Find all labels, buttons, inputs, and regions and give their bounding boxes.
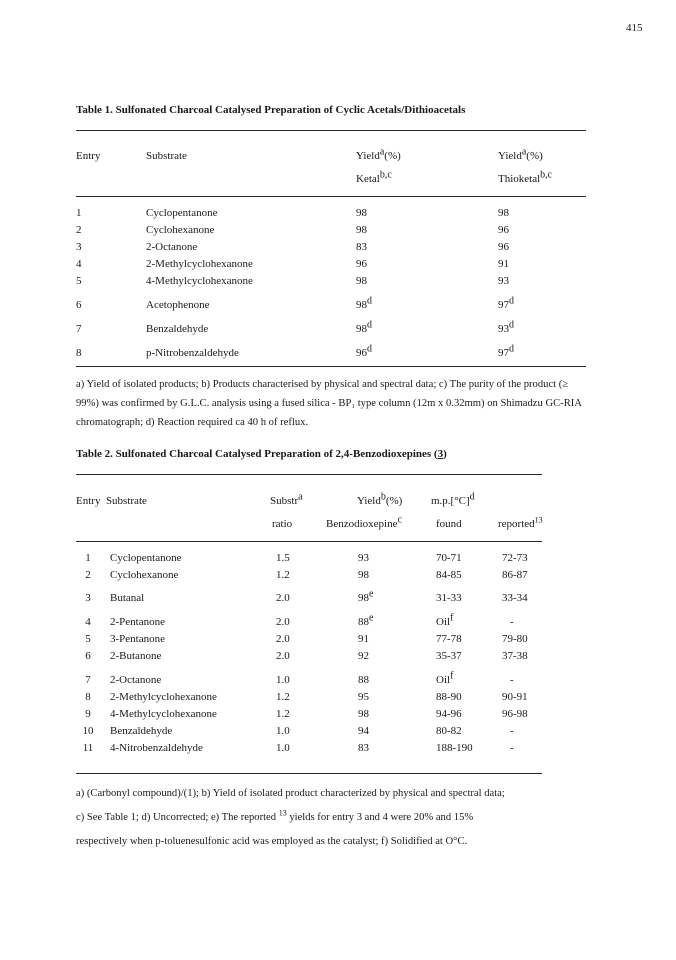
table2-cell-yield: [358, 742, 369, 754]
table2-cell-entry: 6: [85, 650, 91, 662]
table2-cell-reported: -: [510, 725, 514, 737]
table1-ketal-value: 98: [356, 299, 367, 311]
table1-cell-ketal: [356, 207, 367, 219]
table2-yield-value: 98: [358, 592, 369, 604]
table1-header-ketal: Ketal$^{b,c}$: [356, 169, 392, 185]
table1-cell-entry: 5: [76, 275, 82, 287]
table2-header-found: found: [436, 518, 462, 530]
table1-cell-ketal: [356, 343, 372, 359]
table2-found-value: Oil: [436, 674, 451, 686]
table2-cell-entry: 5: [85, 633, 91, 645]
table2-header-substr: Substr$^a$: [270, 491, 303, 507]
table2-cell-substrate: 4-Nitrobenzaldehyde: [110, 742, 203, 754]
table2-cell-found: [436, 633, 462, 645]
table1-caption: Table 1. Sulfonated Charcoal Catalysed Preparation of Cyclic Acetals/Dithioacetals: [76, 104, 466, 116]
table2-cell-entry: 8: [85, 691, 91, 703]
table1-ketal-value: 98: [356, 323, 367, 335]
table1-ketal-note: d: [367, 295, 372, 307]
table1-thio-note: d: [509, 295, 514, 307]
table2-header-yield: Yield$^b$(%): [357, 491, 403, 507]
table2-yield-value: 92: [358, 650, 369, 662]
table2-cell-ratio: 2.0: [276, 616, 290, 628]
table1-ketal-value: 96: [356, 258, 367, 270]
table2-caption: Table 2. Sulfonated Charcoal Catalysed Preparation of 2,4-Benzodioxepines (3): [76, 448, 447, 460]
table1-cell-entry: 8: [76, 347, 82, 359]
table2-cell-reported: 37-38: [502, 650, 528, 662]
table1-cell-substrate: Benzaldehyde: [146, 323, 209, 335]
table1-ketal-value: 98: [356, 224, 367, 236]
table2-cell-yield: [358, 552, 369, 564]
table2-footnote-line3: respectively when p-toluenesulfonic acid was employed as the catalyst; f) Solidified at O°C.: [76, 836, 468, 847]
table1-thio-value: 97: [498, 299, 509, 311]
table1-thio-value: 93: [498, 275, 509, 287]
table2-bottom-rule: [76, 773, 542, 774]
table1-cell-ketal: [356, 258, 367, 270]
table1-bottom-rule: [76, 366, 586, 367]
table2-cell-ratio: 1.0: [276, 742, 290, 754]
table2-cell-substrate: 2-Butanone: [110, 650, 162, 662]
table2-found-value: 31-33: [436, 592, 462, 604]
table2-cell-substrate: 2-Pentanone: [110, 616, 165, 628]
table2-yield-note: e: [369, 612, 374, 624]
table1-ketal-value: 98: [356, 207, 367, 219]
table1-thio-value: 97: [498, 347, 509, 359]
table2-yield-value: 95: [358, 691, 369, 703]
table2-cell-reported: -: [510, 616, 514, 628]
table1-header-yield-thio: Yield$^a$(%): [498, 146, 543, 162]
table1-cell-thioketal: [498, 343, 514, 359]
table1-footnote: a) Yield of isolated products; b) Products characterised by physical and spectral data; c) The purity of the product (≥ 99%) was confirmed by G.L.C. analysis using a fused silica - BP₁ type column (12m x 0.32mm) on Shimadzu GC-RIA chromatograph; d) Reaction required ca 40 h of reflux.: [76, 379, 582, 428]
table2-yield-value: 93: [358, 552, 369, 564]
table2-cell-substrate: 3-Pentanone: [110, 633, 165, 645]
table2-top-rule: [76, 474, 542, 475]
table2-header-benzodioxepine: Benzodioxepine$^c$: [326, 514, 402, 530]
table2-cell-substrate: Benzaldehyde: [110, 725, 173, 737]
table2-cell-found: [436, 691, 462, 703]
table1-ketal-value: 98: [356, 275, 367, 287]
table2-cell-yield: [358, 612, 374, 628]
table1-thio-value: 96: [498, 224, 509, 236]
table2-footnote-line2: c) See Table 1; d) Uncorrected; e) The reported $^{13}$ yields for entry 3 and 4 were 20% and 15%: [76, 808, 474, 823]
table2-cell-reported: 96-98: [502, 708, 528, 720]
table1-cell-substrate: Cyclopentanone: [146, 207, 218, 219]
table2-yield-value: 88: [358, 674, 369, 686]
table2-yield-value: 83: [358, 742, 369, 754]
table2-cell-ratio: 1.0: [276, 725, 290, 737]
table1-cell-ketal: [356, 241, 367, 253]
table1-cell-thioketal: [498, 258, 509, 270]
table2-cell-entry: 9: [85, 708, 91, 720]
table1-cell-thioketal: [498, 224, 509, 236]
table1-cell-entry: 4: [76, 258, 82, 270]
table2-cell-ratio: 1.2: [276, 569, 290, 581]
table2-found-value: 35-37: [436, 650, 462, 662]
table1-cell-substrate: 2-Octanone: [146, 241, 198, 253]
table2-yield-value: 98: [358, 569, 369, 581]
table2-cell-reported: 86-87: [502, 569, 528, 581]
table1-cell-substrate: p-Nitrobenzaldehyde: [146, 347, 239, 359]
table1-cell-substrate: 4-Methylcyclohexanone: [146, 275, 253, 287]
table1-thio-value: 98: [498, 207, 509, 219]
table1-cell-substrate: Cyclohexanone: [146, 224, 215, 236]
table2-header-rule: [76, 541, 542, 542]
table2-footnote-line1: a) (Carbonyl compound)/(1); b) Yield of isolated product characterized by physical and spectral data;: [76, 788, 505, 799]
table1-cell-thioketal: [498, 207, 509, 219]
table2-found-value: 188-190: [436, 742, 473, 754]
table2-found-value: 94-96: [436, 708, 462, 720]
table2-cell-ratio: 1.5: [276, 552, 290, 564]
table2-yield-value: 98: [358, 708, 369, 720]
table1-header-yield-ketal: Yield$^a$(%): [356, 146, 401, 162]
table1-ketal-note: d: [367, 319, 372, 331]
table2-cell-yield: [358, 725, 369, 737]
table2-header-ratio: ratio: [272, 518, 293, 530]
table2-cell-yield: [358, 674, 369, 686]
table1-thio-value: 91: [498, 258, 509, 270]
table2-found-note: f: [450, 670, 454, 682]
table1-cell-ketal: [356, 319, 372, 335]
table2-cell-found: [436, 670, 454, 686]
table2-cell-found: [436, 552, 462, 564]
table2-cell-yield: [358, 633, 369, 645]
table1-ketal-note: d: [367, 343, 372, 355]
table1-cell-thioketal: [498, 319, 514, 335]
table2-cell-yield: [358, 588, 374, 604]
table2-cell-entry: 11: [82, 742, 94, 754]
table2-cell-yield: [358, 569, 369, 581]
table1-cell-entry: 6: [76, 299, 82, 311]
table2-cell-entry: 10: [82, 725, 94, 737]
table1-header-thioketal: Thioketal$^{b,c}$: [498, 169, 553, 185]
table2-cell-ratio: 2.0: [276, 633, 290, 645]
table2-cell-ratio: 2.0: [276, 592, 290, 604]
page-number: 415: [626, 22, 643, 34]
table2-found-value: 77-78: [436, 633, 462, 645]
table1-cell-entry: 2: [76, 224, 82, 236]
table2-header-entry-substrate: Entry Substrate: [76, 495, 147, 507]
table2-cell-entry: 2: [85, 569, 91, 581]
table2-cell-entry: 7: [85, 674, 91, 686]
table1-header-substrate: Substrate: [146, 150, 187, 162]
table2-cell-yield: [358, 650, 369, 662]
table1-cell-entry: 7: [76, 323, 82, 335]
table2-cell-ratio: 2.0: [276, 650, 290, 662]
table1-top-rule: [76, 130, 586, 131]
table2-cell-reported: 79-80: [502, 633, 528, 645]
table2-found-value: 80-82: [436, 725, 462, 737]
table2-cell-substrate: 2-Octanone: [110, 674, 162, 686]
table2-yield-value: 91: [358, 633, 369, 645]
table2-cell-ratio: 1.0: [276, 674, 290, 686]
table2-cell-reported: -: [510, 742, 514, 754]
table2-cell-yield: [358, 708, 369, 720]
table1-header-rule: [76, 196, 586, 197]
table2-cell-yield: [358, 691, 369, 703]
table2-cell-found: [436, 725, 462, 737]
table1-header-entry: Entry: [76, 150, 101, 162]
table2-cell-substrate: Butanal: [110, 592, 145, 604]
table2-yield-value: 88: [358, 616, 369, 628]
table2-cell-found: [436, 650, 462, 662]
table2-cell-ratio: 1.2: [276, 691, 290, 703]
table2-found-value: Oil: [436, 616, 451, 628]
table1-cell-substrate: 2-Methylcyclohexanone: [146, 258, 253, 270]
table2-cell-found: [436, 592, 462, 604]
table2-cell-substrate: Cyclohexanone: [110, 569, 179, 581]
table1-cell-ketal: [356, 295, 372, 311]
table1-ketal-value: 83: [356, 241, 367, 253]
table1-thio-note: d: [509, 319, 514, 331]
table1-ketal-value: 96: [356, 347, 367, 359]
table2-cell-found: [436, 708, 462, 720]
table1-cell-ketal: [356, 275, 367, 287]
table2-found-note: f: [450, 612, 454, 624]
table2-yield-value: 94: [358, 725, 369, 737]
table1-thio-value: 93: [498, 323, 509, 335]
table2-cell-substrate: 2-Methylcyclohexanone: [110, 691, 217, 703]
table2-cell-substrate: 4-Methylcyclohexanone: [110, 708, 217, 720]
table2-cell-entry: 4: [85, 616, 91, 628]
table1-cell-ketal: [356, 224, 367, 236]
table1-cell-entry: 3: [76, 241, 82, 253]
table2-cell-entry: 3: [85, 592, 91, 604]
table1-thio-note: d: [509, 343, 514, 355]
table1-cell-substrate: Acetophenone: [146, 299, 210, 311]
table1-cell-thioketal: [498, 275, 509, 287]
table2-header-mp: $m.p.[^\circ C]^d$: [431, 491, 475, 507]
table2-yield-note: e: [369, 588, 374, 600]
table2-cell-reported: 90-91: [502, 691, 528, 703]
table2-header-reported: reported$^{13}$: [498, 515, 543, 530]
table1-cell-entry: 1: [76, 207, 82, 219]
table2-found-value: 70-71: [436, 552, 462, 564]
table2-cell-ratio: 1.2: [276, 708, 290, 720]
table2-found-value: 88-90: [436, 691, 462, 703]
table2-cell-reported: 33-34: [502, 592, 528, 604]
table2-found-value: 84-85: [436, 569, 462, 581]
table2-cell-found: [436, 742, 473, 754]
table2-cell-entry: 1: [85, 552, 91, 564]
table1-cell-thioketal: [498, 295, 514, 311]
table2-cell-reported: 72-73: [502, 552, 528, 564]
table2-cell-found: [436, 612, 454, 628]
table1-thio-value: 96: [498, 241, 509, 253]
table1-cell-thioketal: [498, 241, 509, 253]
table2-cell-found: [436, 569, 462, 581]
table2-cell-substrate: Cyclopentanone: [110, 552, 182, 564]
table2-cell-reported: -: [510, 674, 514, 686]
